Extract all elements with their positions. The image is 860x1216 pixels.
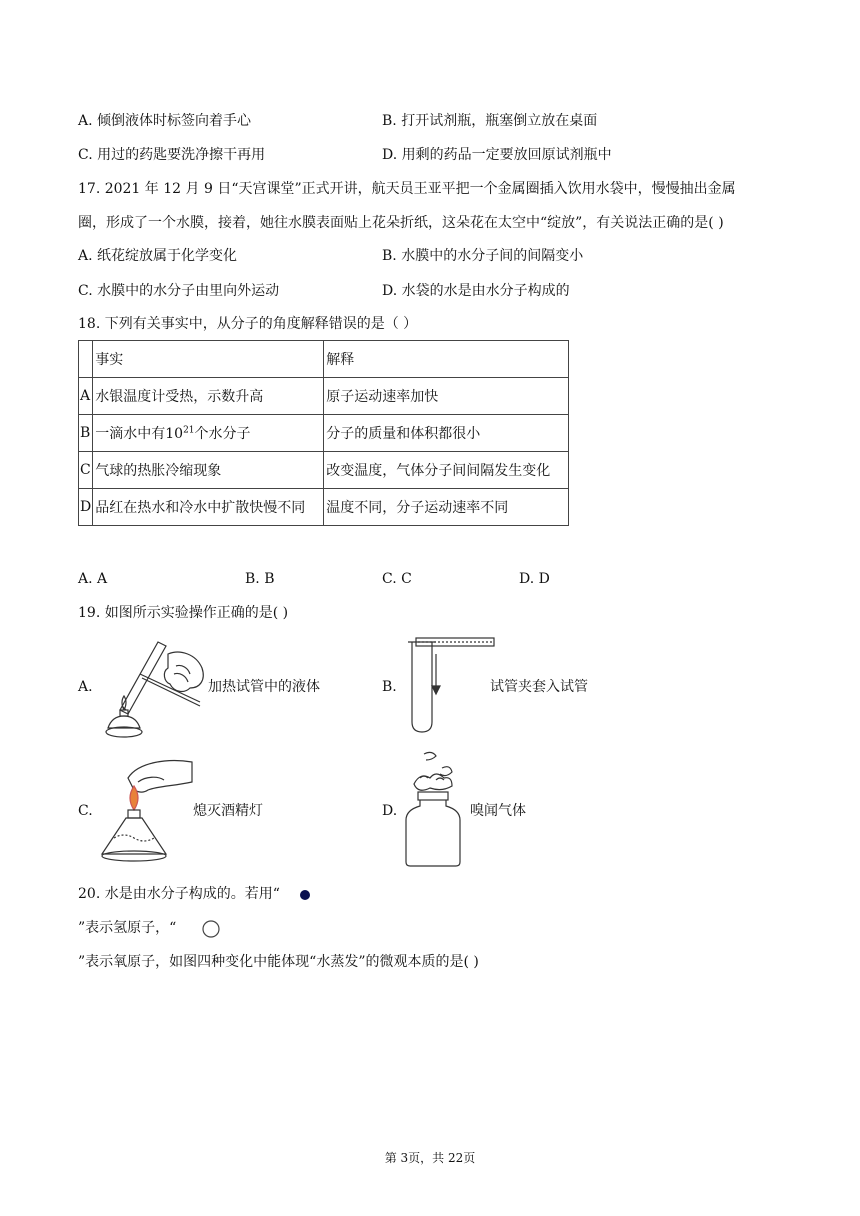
q19-option-a-caption: 加热试管中的液体 <box>208 679 320 695</box>
page-footer: 第 3页，共 22页 <box>384 1151 476 1165</box>
q17-option-b: B. 水膜中的水分子间的间隔变小 <box>382 248 584 264</box>
table-row <box>79 415 569 452</box>
table-cell-key <box>79 341 93 378</box>
table-cell-key: B <box>79 415 93 452</box>
q20-stem-line2: ”表示氢原子，“ <box>78 920 177 936</box>
q20-stem-line3: ”表示氧原子，如图四种变化中能体现“水蒸发”的微观本质的是( ) <box>78 954 479 970</box>
table-cell-fact: 气球的热胀冷缩现象 <box>93 452 324 489</box>
table-header-fact: 事实 <box>93 341 324 378</box>
q18-option-b: B. B <box>245 571 275 587</box>
q17-option-d: D. 水袋的水是由水分子构成的 <box>382 283 570 299</box>
table-cell-fact: 水银温度计受热，示数升高 <box>93 378 324 415</box>
tube-clamp-illustration <box>404 634 496 734</box>
table-row <box>79 452 569 489</box>
smell-gas-illustration <box>402 748 472 868</box>
q19-option-d-caption: 嗅闻气体 <box>470 803 526 819</box>
q19-option-c-label: C. <box>78 803 93 819</box>
q19-option-c-caption: 熄灭酒精灯 <box>193 803 263 819</box>
table-cell-key: A <box>79 378 93 415</box>
table-cell-key: D <box>79 489 93 526</box>
table-cell-explain: 原子运动速率加快 <box>324 378 569 415</box>
oxygen-atom-icon <box>200 918 222 940</box>
extinguish-lamp-illustration <box>98 752 198 864</box>
q19-option-d-label: D. <box>382 803 398 819</box>
q16-option-b: B. 打开试剂瓶，瓶塞倒立放在桌面 <box>382 113 598 129</box>
table-cell-explain: 改变温度，气体分子间间隔发生变化 <box>324 452 569 489</box>
q18-option-d: D. D <box>519 571 550 587</box>
q18-stem: 18. 下列有关事实中，从分子的角度解释错误的是（ ） <box>78 316 418 332</box>
q18-option-c: C. C <box>382 571 412 587</box>
table-cell-key: C <box>79 452 93 489</box>
q19-option-b-label: B. <box>382 679 397 695</box>
q16-option-c: C. 用过的药匙要洗净擦干再用 <box>78 147 266 163</box>
q18-option-a: A. A <box>78 571 108 587</box>
fact-text-post: 个水分子 <box>194 426 251 442</box>
table-header-row <box>79 341 569 378</box>
q16-option-d: D. 用剩的药品一定要放回原试剂瓶中 <box>382 147 612 163</box>
fact-exponent: 21 <box>183 425 195 436</box>
heating-test-tube-illustration <box>100 624 210 742</box>
q17-stem-line2: 圈，形成了一个水膜，接着，她往水膜表面贴上花朵折纸，这朵花在太空中“绽放”，有关说法正确的是( ) <box>78 215 724 231</box>
q17-stem-line1: 17. 2021 年 12 月 9 日“天宫课堂”正式开讲，航天员王亚平把一个金属圈插入饮用水袋中，慢慢抽出金属 <box>78 181 736 197</box>
q17-option-a: A. 纸花绽放属于化学变化 <box>78 248 238 264</box>
table-cell-fact <box>93 415 324 452</box>
q18-table <box>78 340 569 526</box>
q17-option-c: C. 水膜中的水分子由里向外运动 <box>78 283 280 299</box>
table-cell-explain: 分子的质量和体积都很小 <box>324 415 569 452</box>
hydrogen-atom-icon <box>298 888 312 902</box>
q16-option-a: A. 倾倒液体时标签向着手心 <box>78 113 252 129</box>
q19-stem: 19. 如图所示实验操作正确的是( ) <box>78 605 289 621</box>
q19-option-b-caption: 试管夹套入试管 <box>490 679 588 695</box>
table-row <box>79 378 569 415</box>
table-cell-fact: 品红在热水和冷水中扩散快慢不同 <box>93 489 324 526</box>
table-header-explain: 解释 <box>324 341 569 378</box>
q20-stem-line1: 20. 水是由水分子构成的。若用“ <box>78 886 280 902</box>
fact-text-pre: 一滴水中有10 <box>95 426 184 442</box>
q19-option-a-label: A. <box>78 679 93 695</box>
table-cell-explain: 温度不同，分子运动速率不同 <box>324 489 569 526</box>
table-row <box>79 489 569 526</box>
